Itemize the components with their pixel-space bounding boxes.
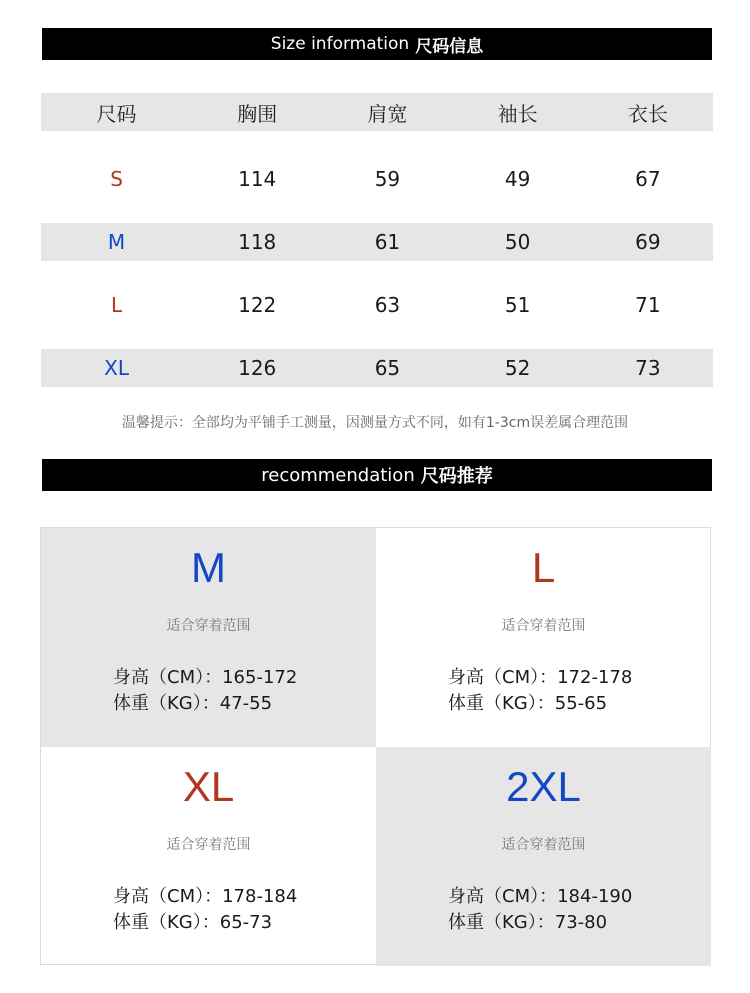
recommendation-size: XL bbox=[182, 763, 235, 810]
table-cell: 63 bbox=[374, 293, 401, 317]
table-row bbox=[41, 286, 713, 324]
size-table bbox=[41, 93, 713, 387]
size-information-cn: 尺码信息 bbox=[415, 36, 484, 57]
recommendation-card-xl bbox=[41, 747, 376, 966]
recommendation-size: M bbox=[191, 544, 226, 591]
size-label-s: S bbox=[110, 167, 123, 191]
table-header-row bbox=[41, 93, 713, 131]
header-chest: 胸围 bbox=[237, 101, 278, 126]
table-cell: 52 bbox=[504, 356, 531, 380]
recommendation-en: recommendation bbox=[261, 464, 415, 486]
table-cell: 59 bbox=[374, 167, 401, 191]
recommendation-card-l bbox=[376, 528, 711, 747]
header-size: 尺码 bbox=[96, 101, 137, 126]
size-information-bar bbox=[42, 28, 712, 60]
fit-range-label: 适合穿着范围 bbox=[501, 618, 586, 634]
height-range: 身高（CM）：184-190 bbox=[448, 886, 633, 907]
weight-range: 体重（KG）：73-80 bbox=[448, 912, 608, 933]
height-range: 身高（CM）：165-172 bbox=[113, 667, 298, 688]
recommendation-size: L bbox=[531, 544, 556, 591]
header-shoulder: 肩宽 bbox=[367, 101, 408, 126]
header-length: 衣长 bbox=[627, 101, 668, 126]
table-cell: 114 bbox=[238, 167, 277, 191]
table-cell: 122 bbox=[238, 293, 277, 317]
size-label-l: L bbox=[110, 293, 123, 317]
height-range: 身高（CM）：178-184 bbox=[113, 886, 298, 907]
table-cell: 51 bbox=[504, 293, 531, 317]
table-row bbox=[41, 349, 713, 387]
table-cell: 118 bbox=[238, 230, 277, 254]
size-label-xl: XL bbox=[104, 356, 129, 380]
table-cell: 50 bbox=[504, 230, 531, 254]
size-information-en: Size information bbox=[270, 34, 410, 54]
recommendation-card-m bbox=[41, 528, 376, 747]
recommendation-grid bbox=[40, 527, 711, 965]
table-cell: 69 bbox=[635, 230, 661, 254]
table-cell: 126 bbox=[238, 356, 277, 380]
measurement-note: 温馨提示：全部均为平铺手工测量，因测量方式不同，如有1-3cm误差属合理范围 bbox=[121, 415, 629, 431]
weight-range: 体重（KG）：55-65 bbox=[448, 693, 608, 714]
table-cell: 65 bbox=[374, 356, 401, 380]
fit-range-label: 适合穿着范围 bbox=[166, 618, 251, 634]
table-cell: 49 bbox=[504, 167, 531, 191]
recommendation-card-2xl bbox=[376, 747, 711, 966]
fit-range-label: 适合穿着范围 bbox=[501, 837, 586, 853]
weight-range: 体重（KG）：65-73 bbox=[113, 912, 273, 933]
table-row bbox=[41, 223, 713, 261]
table-cell: 61 bbox=[374, 230, 401, 254]
header-sleeve: 袖长 bbox=[497, 101, 538, 126]
table-row bbox=[41, 160, 713, 198]
size-label-m: M bbox=[107, 230, 126, 254]
table-cell: 73 bbox=[635, 356, 661, 380]
table-cell: 71 bbox=[635, 293, 661, 317]
table-cell: 67 bbox=[635, 167, 661, 191]
weight-range: 体重（KG）：47-55 bbox=[113, 693, 273, 714]
height-range: 身高（CM）：172-178 bbox=[448, 667, 633, 688]
recommendation-bar bbox=[42, 459, 712, 491]
recommendation-size: 2XL bbox=[506, 763, 581, 810]
fit-range-label: 适合穿着范围 bbox=[166, 837, 251, 853]
recommendation-cn: 尺码推荐 bbox=[420, 466, 493, 487]
